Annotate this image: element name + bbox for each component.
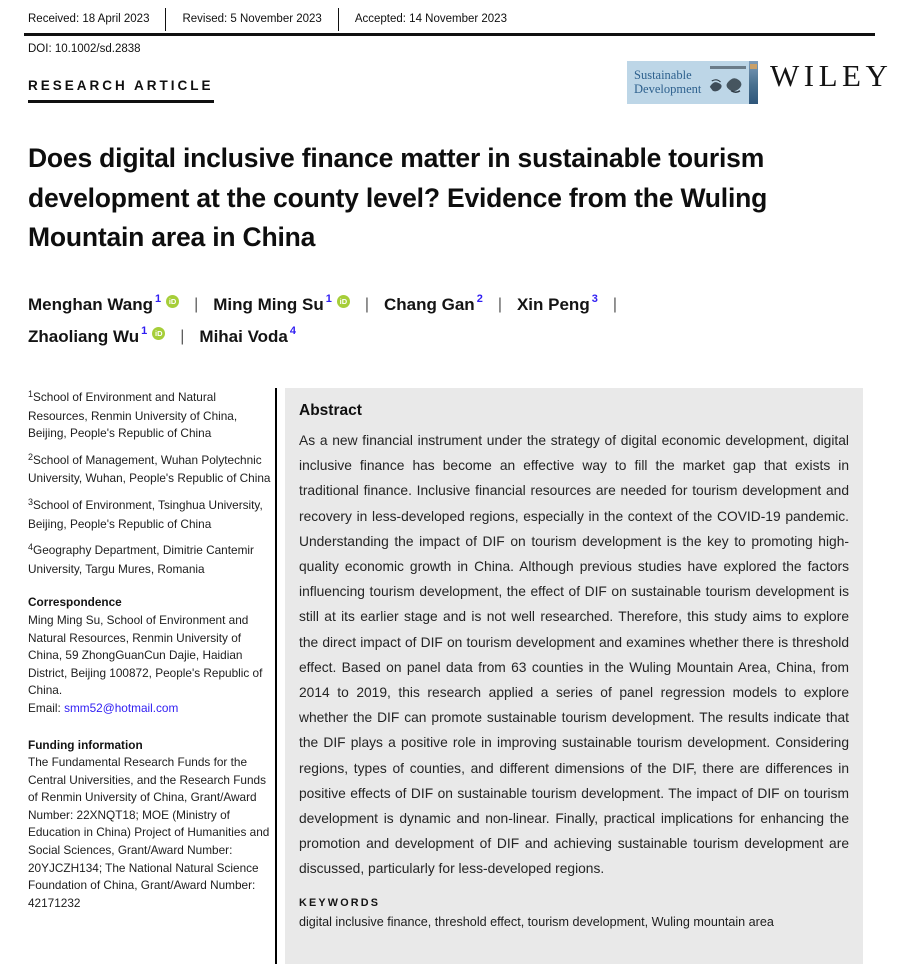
funding-section — [28, 737, 275, 913]
received-revised-accepted-bar — [28, 8, 539, 31]
affiliation — [28, 497, 275, 533]
author-name: Mihai Voda — [199, 327, 288, 346]
sidebar-metadata-column — [28, 389, 275, 912]
page-title-line: Does digital inclusive finance matter in sustainable tourism — [28, 143, 765, 173]
author-affil-sup: 1 — [141, 325, 148, 337]
affiliation-sup: 1 — [28, 389, 34, 399]
author — [517, 295, 598, 315]
doi: DOI: 10.1002/sd.2838 — [28, 43, 141, 55]
page-title-line: Mountain area in China — [28, 222, 316, 252]
journal-name — [627, 69, 704, 96]
affiliation — [28, 542, 275, 578]
orcid-icon[interactable]: iD — [166, 295, 179, 308]
author — [384, 295, 483, 315]
author-name: Menghan Wang — [28, 295, 153, 314]
author-affil-sup: 1 — [325, 293, 332, 305]
affiliation — [28, 452, 275, 488]
article-type-label: RESEARCH ARTICLE — [28, 78, 214, 103]
author-list — [28, 289, 632, 353]
correspondence-body: Ming Ming Su, School of Environment and Natural Resources, Renmin University of China, 59 ZhongGuanCun Dajie, Haidian District, Beijing 100872, People's Republic of China. — [28, 612, 263, 698]
affiliation-sup: 3 — [28, 496, 34, 507]
affiliation-sup: 4 — [28, 542, 34, 553]
author-name: Ming Ming Su — [213, 295, 324, 314]
author-affil-sup: 1 — [154, 293, 162, 305]
orcid-icon[interactable]: iD — [152, 327, 165, 340]
affiliation-text: School of Environment, Tsinghua University, Beijing, People's Republic of China — [28, 497, 263, 531]
author-row — [28, 289, 632, 321]
author-separator: | — [364, 296, 370, 313]
funding-body: The Fundamental Research Funds for the Central Universities, and the Research Funds of Renmin University of China, Grant/Award Number: 22XNQT18; MOE (Ministry of Education in China) Project of Humanities and Social Sciences, Grant/Award Number: 20YJCZH134; The National Natural Science Foundation of China, Grant/Award Number: 42171232 — [28, 755, 270, 910]
keywords-heading: KEYWORDS — [299, 896, 381, 909]
author-name: Zhaoliang Wu — [28, 327, 140, 346]
author-separator: | — [194, 296, 199, 313]
page-title-line: development at the county level? Evidence from the Wuling — [28, 182, 768, 213]
emblem-caption-bar — [710, 66, 746, 69]
journal-emblem-icon — [704, 61, 749, 104]
affiliation-text: Geography Department, Dimitrie Cantemir University, Targu Mures, Romania — [28, 543, 254, 576]
email-line — [28, 700, 275, 718]
journal-logo — [627, 61, 758, 104]
abstract-text: As a new financial instrument under the strategy of digital economic development, digital inclusive finance has become an effective way to fill the market gap that exists in traditional finance. Inclusive financial resources are needed for tourism development and recovery in less-developed regions, especially in the context of the COVID-19 pandemic. Understanding the impact of DIF on tourism development is the key to promoting high-quality economic growth in China. Although previous studies have explored the factors influencing tourism development, the effect of DIF on sustainable tourism development is still at its earlier stage and is not well researched. Therefore, this study aims to explore the direct impact of DIF on tourism development and examines whether there is threshold effect. Based on panel data from 63 counties in the Wuling Mountain Area, China, from 2014 to 2019, this research applied a series of panel regression models to explore whether the DIF can promote sustainable tourism development. The results indicate that the DIF plays a positive role in improving sustainable tourism development. Considering regions, types of counties, and different dimensions of the DIF, there are differences in positive effects of DIF on sustainable tourism development. The impact of DIF on tourism development is dynamic and non-linear. Finally, practical implications for enhancing the promotion and development of DIF and achieving sustainable tourism development are discussed, particularly for less-developed regions. — [299, 433, 849, 877]
accepted-date: Accepted: 14 November 2023 — [354, 13, 507, 25]
author-row — [28, 321, 632, 353]
spine-detail — [750, 64, 757, 69]
column-divider — [275, 388, 277, 964]
abstract-box — [285, 388, 863, 964]
correspondence-heading: Correspondence — [28, 595, 122, 610]
author-name: Chang Gan — [384, 295, 475, 314]
funding-heading: Funding information — [28, 737, 143, 752]
author — [199, 327, 296, 347]
author — [28, 295, 179, 315]
journal-cover-spine — [749, 61, 758, 104]
received-date: Received: 18 April 2023 — [28, 8, 166, 31]
wiley-wordmark: WILEY — [770, 58, 893, 93]
email-label: Email: — [28, 700, 65, 715]
author-separator: | — [180, 328, 185, 345]
journal-name-line1: Sustainable — [634, 68, 692, 82]
affiliation-text: School of Environment and Natural Resources, Renmin University of China, Beijing, People's Republic of China — [28, 390, 238, 441]
affiliation-sup: 2 — [28, 451, 34, 462]
abstract-heading: Abstract — [299, 402, 362, 419]
page-title — [28, 139, 767, 258]
affiliation — [28, 389, 275, 443]
journal-name-line2: Development — [634, 81, 702, 96]
affiliation-text: School of Management, Wuhan Polytechnic University, Wuhan, People's Republic of China — [28, 452, 271, 486]
author — [28, 327, 165, 347]
header-rule — [24, 33, 875, 36]
author — [213, 295, 350, 315]
correspondence-section — [28, 594, 275, 717]
author-name: Xin Peng — [516, 295, 590, 314]
author-affil-sup: 4 — [289, 325, 297, 337]
author-separator: | — [497, 296, 502, 313]
author-affil-sup: 2 — [476, 293, 483, 305]
author-affil-sup: 3 — [591, 293, 598, 305]
orcid-icon[interactable]: iD — [337, 295, 350, 308]
author-separator: | — [612, 296, 617, 313]
email-link[interactable]: smm52@hotmail.com — [64, 700, 179, 715]
keywords-text: digital inclusive finance, threshold effect, tourism development, Wuling mountain area — [299, 914, 774, 929]
revised-date: Revised: 5 November 2023 — [182, 8, 338, 31]
